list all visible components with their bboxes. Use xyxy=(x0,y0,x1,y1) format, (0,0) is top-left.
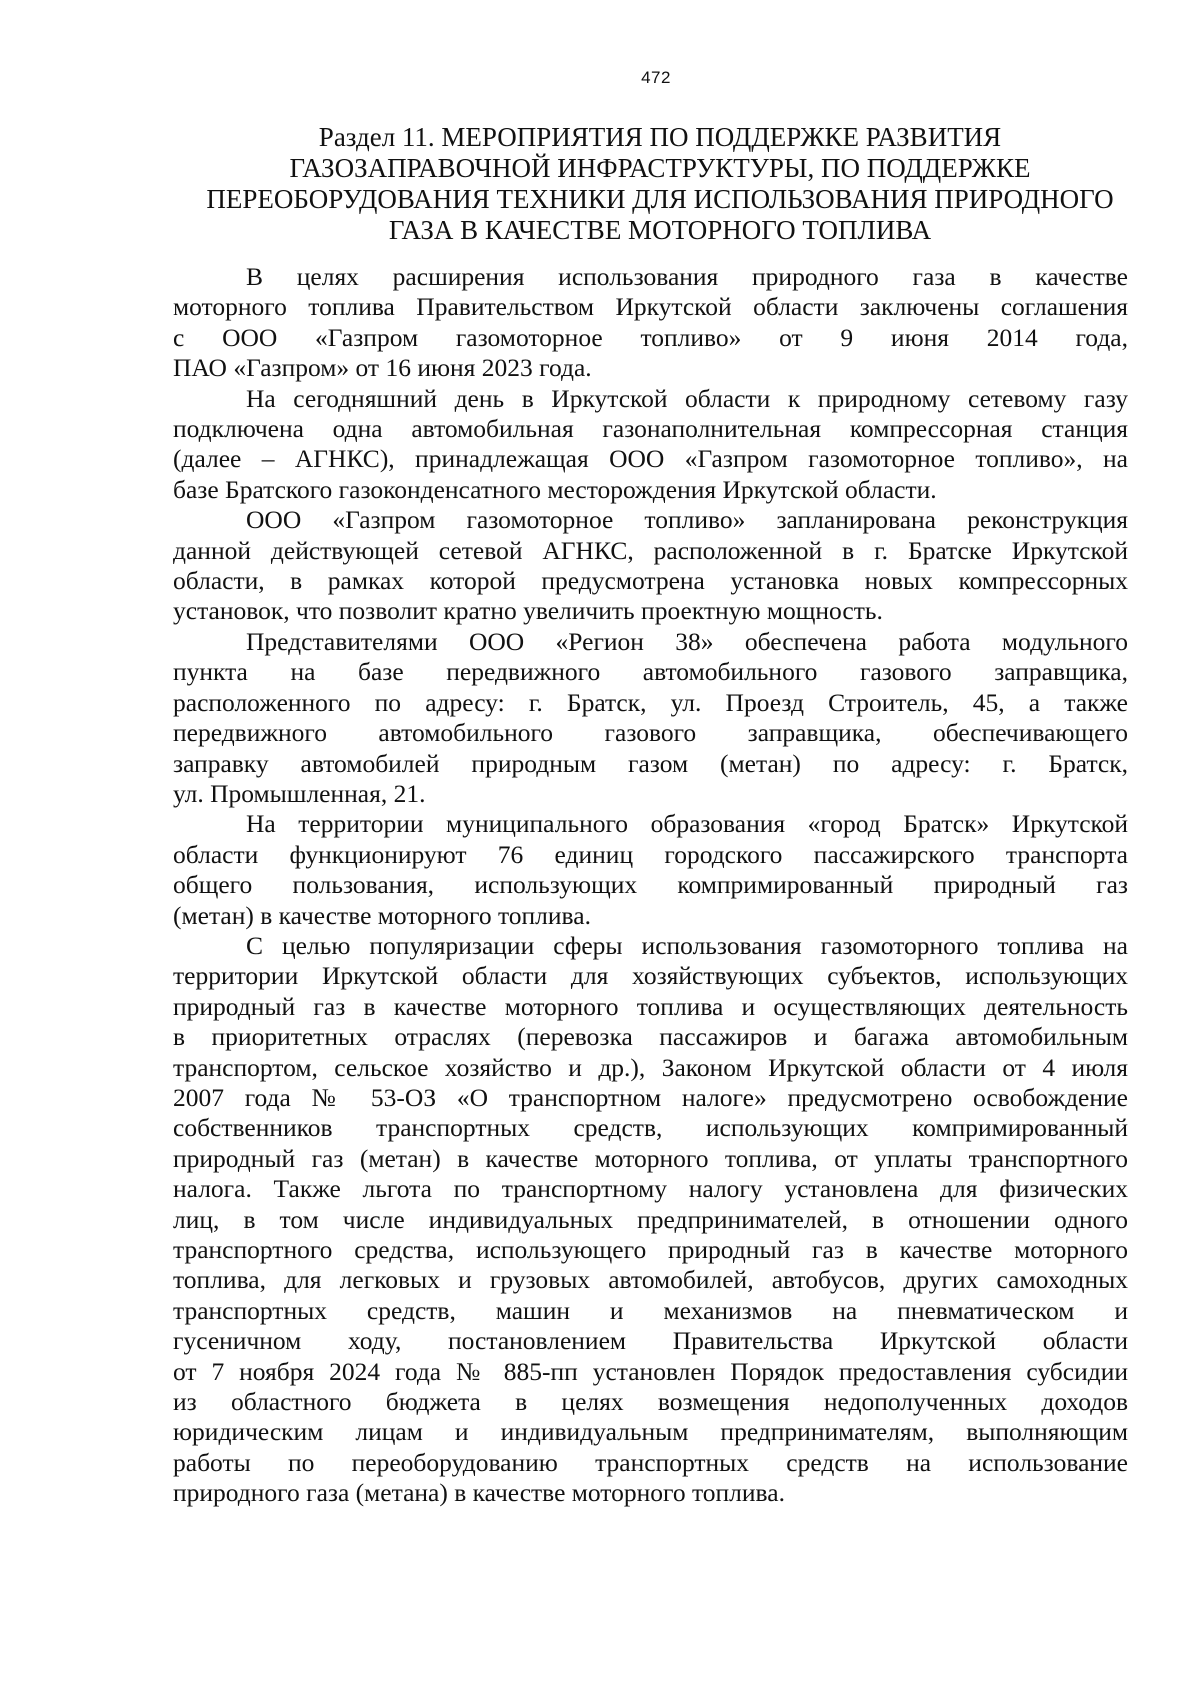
paragraph-line: Представителями ООО «Регион 38» обеспечена работа модульного xyxy=(246,626,1128,656)
paragraph-line: транспортных средств, машин и механизмов на пневматическом и xyxy=(173,1295,1128,1325)
paragraph xyxy=(173,809,1128,931)
paragraph xyxy=(173,384,1128,506)
paragraph-line: (далее – АГНКС), принадлежащая ООО «Газпром газомоторное топливо», на xyxy=(173,444,1128,474)
section-title-line: ГАЗОЗАПРАВОЧНОЙ ИНФРАСТРУКТУРЫ, ПО ПОДДЕРЖКЕ xyxy=(289,153,1031,183)
paragraph-line: с ООО «Газпром газомоторное топливо» от 9 июня 2014 года, xyxy=(173,322,1128,352)
paragraph-line: топлива, для легковых и грузовых автомобилей, автобусов, других самоходных xyxy=(173,1265,1128,1295)
paragraph xyxy=(173,627,1128,809)
paragraph-line: С целью популяризации сферы использования газомоторного топлива на xyxy=(246,930,1128,960)
paragraph-line: работы по переоборудованию транспортных средств на использование xyxy=(173,1447,1128,1477)
paragraph-line: лиц, в том числе индивидуальных предпринимателей, в отношении одного xyxy=(173,1204,1128,1234)
paragraph-line: природный газ в качестве моторного топлива и осуществляющих деятельность xyxy=(173,991,1128,1021)
paragraph xyxy=(173,262,1128,384)
paragraph-line: передвижного автомобильного газового заправщика, обеспечивающего xyxy=(173,718,1128,748)
paragraph-line: ПАО «Газпром» от 16 июня 2023 года. xyxy=(173,353,592,383)
section-title xyxy=(180,122,1140,246)
paragraph-line: гусеничном ходу, постановлением Правительства Иркутской области xyxy=(173,1326,1128,1356)
paragraph-line: установок, что позволит кратно увеличить проектную мощность. xyxy=(173,596,883,626)
paragraph-line: моторного топлива Правительством Иркутской области заключены соглашения xyxy=(173,292,1128,322)
paragraph-line: в приоритетных отраслях (перевозка пассажиров и багажа автомобильным xyxy=(173,1022,1128,1052)
paragraph-line: На территории муниципального образования «город Братск» Иркутской xyxy=(246,809,1128,839)
paragraph-line: от 7 ноября 2024 года № 885-пп установлен Порядок предоставления субсидии xyxy=(173,1356,1128,1386)
section-title-line: ГАЗА В КАЧЕСТВЕ МОТОРНОГО ТОПЛИВА xyxy=(388,215,932,245)
paragraph-line: данной действующей сетевой АГНКС, расположенной в г. Братске Иркутской xyxy=(173,535,1128,565)
paragraph-line: юридическим лицам и индивидуальным предпринимателям, выполняющим xyxy=(173,1417,1128,1447)
paragraph-line: пункта на базе передвижного автомобильного газового заправщика, xyxy=(173,657,1128,687)
paragraph-line: области, в рамках которой предусмотрена установка новых компрессорных xyxy=(173,566,1128,596)
paragraph-line: территории Иркутской области для хозяйствующих субъектов, использующих xyxy=(173,961,1128,991)
paragraph xyxy=(173,505,1128,627)
paragraph xyxy=(173,931,1128,1509)
section-title-line: ПЕРЕОБОРУДОВАНИЯ ТЕХНИКИ ДЛЯ ИСПОЛЬЗОВАНИЯ ПРИРОДНОГО xyxy=(206,184,1114,214)
paragraph-line: из областного бюджета в целях возмещения недополученных доходов xyxy=(173,1387,1128,1417)
paragraph-line: ул. Промышленная, 21. xyxy=(173,778,426,808)
paragraph-line: транспортного средства, использующего природный газ в качестве моторного xyxy=(173,1235,1128,1264)
paragraph-line: подключена одна автомобильная газонаполнительная компрессорная станция xyxy=(173,414,1128,444)
paragraph-line: природного газа (метана) в качестве моторного топлива. xyxy=(173,1478,785,1508)
section-title-line: Раздел 11. МЕРОПРИЯТИЯ ПО ПОДДЕРЖКЕ РАЗВИТИЯ xyxy=(318,122,1002,152)
paragraph-line: 2007 года № 53-ОЗ «О транспортном налоге» предусмотрено освобождение xyxy=(173,1082,1128,1112)
paragraph-line: собственников транспортных средств, использующих компримированный xyxy=(173,1113,1128,1143)
paragraph-line: На сегодняшний день в Иркутской области к природному сетевому газу xyxy=(246,383,1128,413)
page-number: 472 xyxy=(641,68,671,87)
paragraph-line: (метан) в качестве моторного топлива. xyxy=(173,900,591,930)
paragraph-line: заправку автомобилей природным газом (метан) по адресу: г. Братск, xyxy=(173,748,1128,778)
paragraph-line: области функционируют 76 единиц городского пассажирского транспорта xyxy=(173,839,1128,869)
paragraph-line: В целях расширения использования природного газа в качестве xyxy=(246,262,1128,291)
paragraph-line: расположенного по адресу: г. Братск, ул. Проезд Строитель, 45, а также xyxy=(173,687,1128,717)
paragraph-line: общего пользования, использующих компримированный природный газ xyxy=(173,870,1128,900)
paragraph-line: транспортом, сельское хозяйство и др.), Законом Иркутской области от 4 июля xyxy=(173,1052,1128,1082)
paragraph-line: базе Братского газоконденсатного месторождения Иркутской области. xyxy=(173,474,937,504)
paragraph-line: налога. Также льгота по транспортному налогу установлена для физических xyxy=(173,1174,1128,1204)
paragraph-line: ООО «Газпром газомоторное топливо» запланирована реконструкция xyxy=(246,505,1128,535)
body-text xyxy=(173,262,1128,1509)
paragraph-line: природный газ (метан) в качестве моторного топлива, от уплаты транспортного xyxy=(173,1143,1128,1173)
